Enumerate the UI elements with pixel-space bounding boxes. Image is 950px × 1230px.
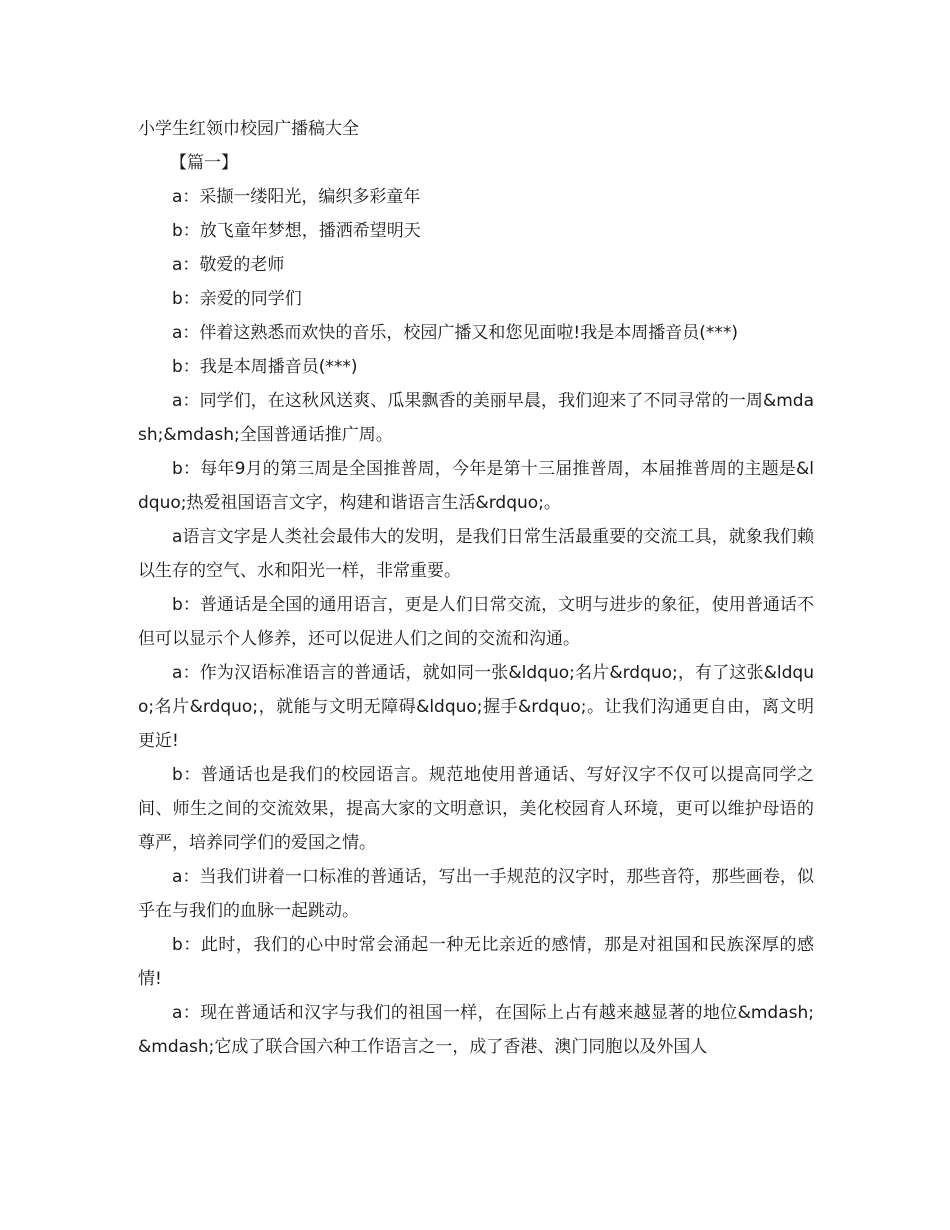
paragraph: a：现在普通话和汉字与我们的祖国一样，在国际上占有越来越显著的地位&mdash;&mdash;它成了联合国六种工作语言之一，成了香港、澳门同胞以及外国人 — [138, 1003, 814, 1057]
section-heading: 【篇一】 — [170, 153, 238, 173]
paragraph: a：采撷一缕阳光，编织多彩童年 — [172, 187, 421, 207]
paragraph: b：我是本周播音员(***) — [172, 357, 358, 377]
paragraph: b：放飞童年梦想，播洒希望明天 — [172, 221, 421, 241]
paragraph: b：普通话是全国的通用语言，更是人们日常交流，文明与进步的象征，使用普通话不但可以显示个人修养，还可以促进人们之间的交流和沟通。 — [138, 595, 814, 649]
paragraph: b：亲爱的同学们 — [172, 289, 302, 309]
paragraph: a：伴着这熟悉而欢快的音乐，校园广播又和您见面啦!我是本周播音员(***) — [172, 323, 738, 343]
document-page — [138, 112, 814, 1064]
document-title: 小学生红领巾校园广播稿大全 — [138, 119, 359, 139]
paragraph: b：普通话也是我们的校园语言。规范地使用普通话、写好汉字不仅可以提高同学之间、师生之间的交流效果，提高大家的文明意识，美化校园育人环境，更可以维护母语的尊严，培养同学们的爱国之情。 — [138, 765, 814, 853]
paragraph: a：敬爱的老师 — [172, 255, 285, 275]
paragraph: a：当我们讲着一口标准的普通话，写出一手规范的汉字时，那些音符，那些画卷，似乎在与我们的血脉一起跳动。 — [138, 867, 814, 921]
paragraph: b：此时，我们的心中时常会涌起一种无比亲近的感情，那是对祖国和民族深厚的感情! — [138, 935, 814, 989]
paragraph: a：同学们，在这秋风送爽、瓜果飘香的美丽早晨，我们迎来了不同寻常的一周&mdash;&mdash;全国普通话推广周。 — [138, 391, 814, 445]
paragraph: a语言文字是人类社会最伟大的发明，是我们日常生活最重要的交流工具，就象我们赖以生存的空气、水和阳光一样，非常重要。 — [138, 527, 814, 581]
document-body — [138, 180, 814, 1064]
paragraph: a：作为汉语标准语言的普通话，就如同一张&ldquo;名片&rdquo;，有了这张&ldquo;名片&rdquo;，就能与文明无障碍&ldquo;握手&rdquo;。让我们沟通更自由，离文明更近! — [138, 663, 814, 751]
paragraph: b：每年9月的第三周是全国推普周，今年是第十三届推普周，本届推普周的主题是&ldquo;热爱祖国语言文字，构建和谐语言生活&rdquo;。 — [138, 459, 814, 513]
